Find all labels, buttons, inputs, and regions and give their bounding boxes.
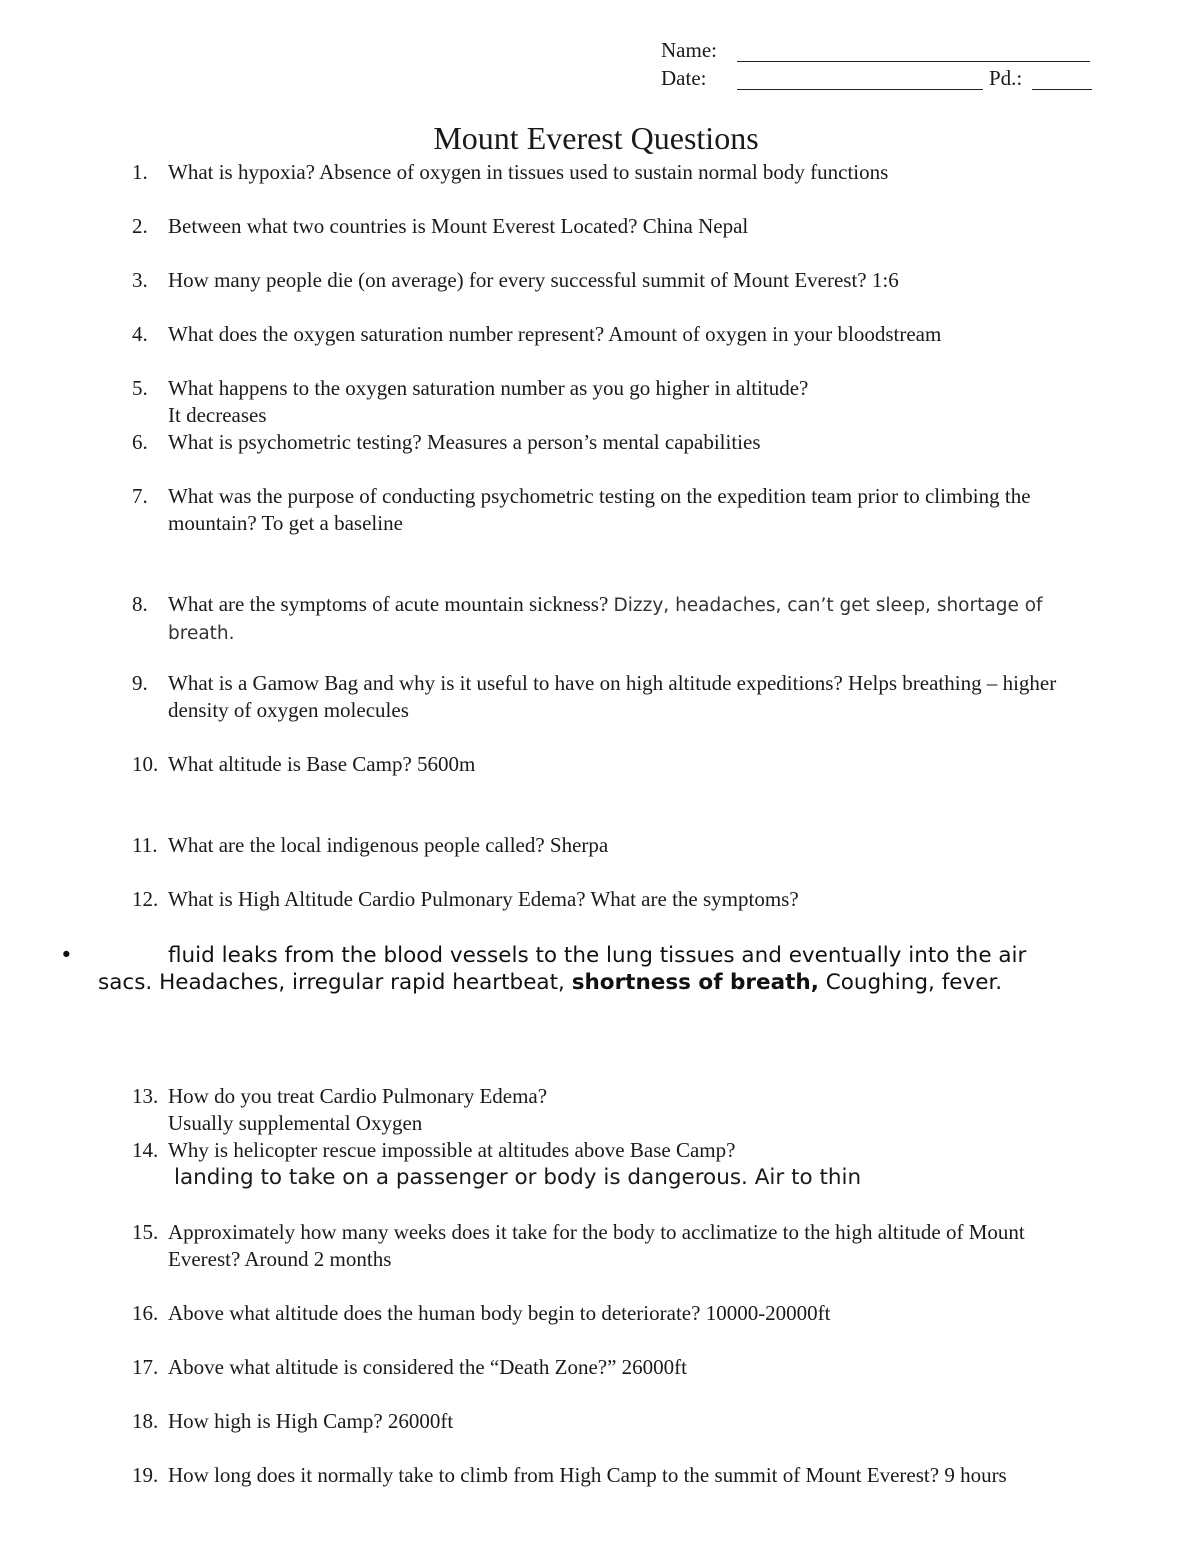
question-text: What are the symptoms of acute mountain sickness? (168, 592, 614, 616)
answer-text: 1:6 (871, 268, 899, 292)
question-number: 13. (132, 1084, 159, 1108)
question-3 (132, 267, 1112, 294)
question-5 (132, 375, 1112, 429)
question-text: What are the local indigenous people called? (168, 833, 550, 857)
question-number: 3. (132, 268, 148, 292)
question-text: How high is High Camp? (168, 1409, 388, 1433)
answer-text: Measures a person’s mental capabilities (426, 430, 761, 454)
answer-text: Usually supplemental Oxygen (168, 1111, 423, 1135)
question-number: 15. (132, 1220, 159, 1244)
question-number: 8. (132, 592, 148, 616)
question-number: 1. (132, 160, 148, 184)
question-text: How do you treat Cardio Pulmonary Edema? (168, 1084, 548, 1108)
answer-text: 26000ft (621, 1355, 687, 1379)
answer-text: Absence of oxygen in tissues used to sustain normal body functions (319, 160, 889, 184)
answer-text: 5600m (417, 752, 476, 776)
question-4 (132, 321, 1112, 348)
answer-text: Dizzy, headaches, can’t get sleep, shortage of breath. (168, 595, 1043, 644)
answer-text: 26000ft (387, 1409, 454, 1433)
question-text: Between what two countries is Mount Everest Located? (168, 214, 643, 238)
question-text: What is High Altitude Cardio Pulmonary Edema? What are the symptoms? (168, 887, 799, 911)
question-text: What happens to the oxygen saturation number as you go higher in altitude? (168, 376, 809, 400)
answer-text: landing to take on a passenger or body is dangerous. Air to thin (174, 1165, 862, 1190)
name-label: Name: (661, 38, 717, 62)
question-text: How many people die (on average) for every successful summit of Mount Everest? (168, 268, 872, 292)
question-text: Why is helicopter rescue impossible at altitudes above Base Camp? (168, 1138, 736, 1162)
date-label: Date: (661, 66, 707, 90)
question-16 (132, 1300, 1112, 1327)
question-18 (132, 1408, 1112, 1435)
question-text: Above what altitude is considered the “Death Zone?” (168, 1355, 622, 1379)
answer-text: China Nepal (642, 214, 749, 238)
question-6 (132, 429, 1112, 456)
question-number: 17. (132, 1355, 159, 1379)
question-number: 6. (132, 430, 148, 454)
edema-answer-part2: Coughing, fever. (818, 970, 1003, 995)
answer-text: Sherpa (549, 833, 609, 857)
question-10 (132, 751, 1112, 778)
edema-answer-part1: fluid leaks from the blood vessels to the lung tissues and eventually into the air sacs. Headaches, irregular rapid heartbeat, (98, 943, 1027, 995)
question-9 (132, 670, 1102, 724)
question-13 (132, 1083, 1112, 1137)
period-label: Pd.: (989, 66, 1023, 90)
name-line[interactable] (737, 61, 1090, 62)
question-text: What is psychometric testing? (168, 430, 427, 454)
question-number: 4. (132, 322, 148, 346)
question-8 (132, 591, 1052, 647)
question-19 (132, 1462, 1072, 1489)
page-title: Mount Everest Questions (433, 120, 759, 156)
question-1 (132, 159, 1112, 186)
question-text: What is hypoxia? (168, 160, 320, 184)
question-2 (132, 213, 1112, 240)
answer-text: Helps breathing – higher density of oxygen molecules (168, 671, 1057, 722)
question-number: 14. (132, 1138, 159, 1162)
question-text: What was the purpose of conducting psychometric testing on the expedition team prior to climbing the mountain? (168, 484, 1031, 535)
question-number: 16. (132, 1301, 159, 1325)
question-12 (132, 886, 1112, 913)
question-number: 9. (132, 671, 148, 695)
question-text: What is a Gamow Bag and why is it useful to have on high altitude expeditions? (168, 671, 849, 695)
answer-text: 10000-20000ft (705, 1301, 831, 1325)
bullet-icon: • (60, 943, 73, 968)
question-text: What does the oxygen saturation number represent? (168, 322, 609, 346)
date-line[interactable] (737, 89, 983, 90)
answer-text: Amount of oxygen in your bloodstream (608, 322, 942, 346)
question-number: 5. (132, 376, 148, 400)
question-14 (132, 1137, 1112, 1191)
answer-text: To get a baseline (261, 511, 403, 535)
question-number: 11. (132, 833, 158, 857)
edema-answer-bold: shortness of breath, (571, 970, 819, 995)
question-15 (132, 1219, 1092, 1273)
question-number: 2. (132, 214, 148, 238)
question-number: 18. (132, 1409, 159, 1433)
question-11 (132, 832, 1112, 859)
answer-text: 9 hours (944, 1463, 1007, 1487)
period-line[interactable] (1032, 89, 1092, 90)
question-7 (132, 483, 1032, 537)
answer-text: Around 2 months (244, 1247, 392, 1271)
question-text: How long does it normally take to climb from High Camp to the summit of Mount Everest? (168, 1463, 945, 1487)
question-number: 19. (132, 1463, 159, 1487)
question-text: Above what altitude does the human body begin to deteriorate? (168, 1301, 706, 1325)
question-text: Approximately how many weeks does it take for the body to acclimatize to the high altitude of Mount Everest? (168, 1220, 1025, 1271)
question-text: What altitude is Base Camp? (168, 752, 418, 776)
answer-text: It decreases (168, 403, 267, 427)
question-number: 12. (132, 887, 159, 911)
edema-answer (60, 942, 1080, 996)
question-17 (132, 1354, 1112, 1381)
question-number: 7. (132, 484, 148, 508)
question-number: 10. (132, 752, 159, 776)
